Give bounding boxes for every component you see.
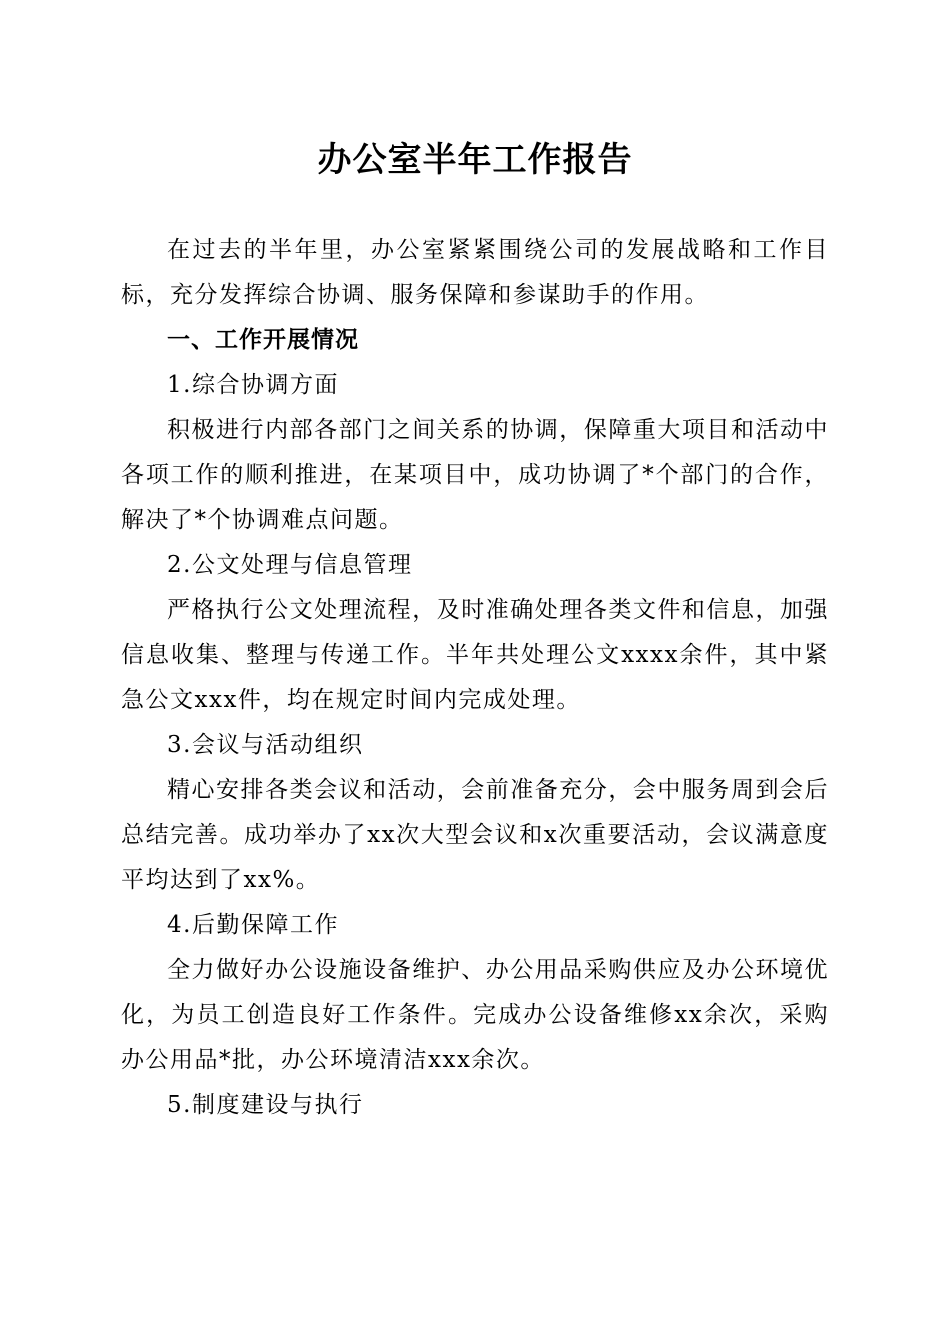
subheading-system: 5.制度建设与执行: [167, 1092, 364, 1118]
document-title: 办公室半年工作报告: [317, 140, 633, 180]
subheading-coordination: 1.综合协调方面: [167, 372, 339, 398]
intro-paragraph: 在过去的半年里，办公室紧紧围绕公司的发展战略和工作目标，充分发挥综合协调、服务保障和参谋助手的作用。: [121, 237, 829, 308]
document-body: [121, 228, 829, 1128]
paragraph-logistics: 全力做好办公设施设备维护、办公用品采购供应及办公环境优化，为员工创造良好工作条件。完成办公设备维修xx余次，采购办公用品*批，办公环境清洁xxx余次。: [121, 957, 829, 1073]
paragraph-coordination: 积极进行内部各部门之间关系的协调，保障重大项目和活动中各项工作的顺利推进，在某项目中，成功协调了*个部门的合作，解决了*个协调难点问题。: [121, 417, 829, 533]
section-heading-1: 一、工作开展情况: [167, 327, 359, 353]
subheading-logistics: 4.后勤保障工作: [167, 912, 339, 938]
subheading-documents: 2.公文处理与信息管理: [167, 552, 413, 578]
subheading-meetings: 3.会议与活动组织: [167, 732, 364, 758]
paragraph-documents: 严格执行公文处理流程，及时准确处理各类文件和信息，加强信息收集、整理与传递工作。半年共处理公文xxxx余件，其中紧急公文xxx件，均在规定时间内完成处理。: [121, 597, 829, 713]
paragraph-meetings: 精心安排各类会议和活动，会前准备充分，会中服务周到会后总结完善。成功举办了xx次大型会议和x次重要活动，会议满意度平均达到了xx%。: [121, 777, 829, 893]
